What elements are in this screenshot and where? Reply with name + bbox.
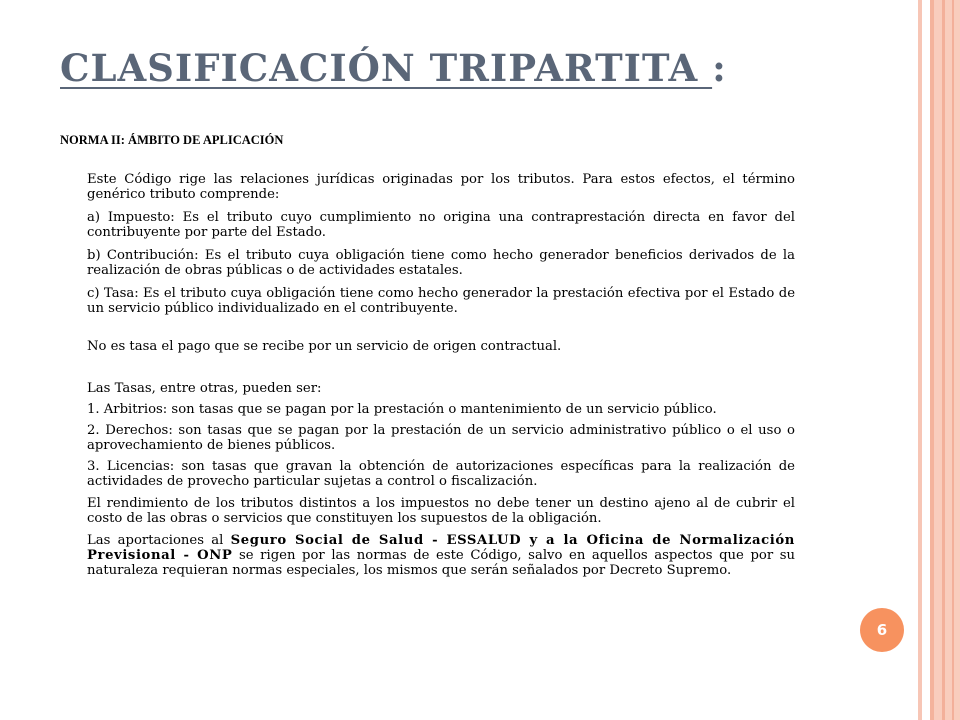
no-tasa-paragraph: No es tasa el pago que se recibe por un servicio de origen contractual. [87,339,562,354]
intro-paragraph: Este Código rige las relaciones jurídicas originadas por los tributos. Para estos efectos, el término genérico tributo comprende: [87,172,795,202]
rendimiento-paragraph: El rendimiento de los tributos distintos a los impuestos no debe tener un destino ajeno al de cubrir el costo de las obras o servicios que constituyen los supuestos de la obligación. [87,496,795,526]
slide-title-colon: : [712,46,727,90]
slide-title-text: CLASIFICACIÓN TRIPARTITA [60,46,713,90]
aportaciones-paragraph [87,533,795,578]
decor-stripe [942,0,945,720]
aportaciones-entities: Seguro Social de Salud - ESSALUD y a la Oficina de Normalización Previsional - ONP [87,533,795,563]
tasa-licencias: 3. Licencias: son tasas que gravan la obtención de autorizaciones específicas para la realización de actividades de provecho particular sujetas a control o fiscalización. [87,459,795,489]
aportaciones-pre: Las aportaciones al [87,533,231,548]
tasa-derechos: 2. Derechos: son tasas que se pagan por la prestación de un servicio administrativo público o el uso o aprovechamiento de bienes públicos. [87,423,795,453]
decor-stripe [934,0,960,720]
aportaciones-post: se rigen por las normas de este Código, salvo en aquellos aspectos que por su naturaleza requieran normas especiales, los mismos que serán señalados por Decreto Supremo. [87,548,795,578]
page-number-badge [860,608,904,652]
item-impuesto: a) Impuesto: Es el tributo cuyo cumplimiento no origina una contraprestación directa en favor del contribuyente por parte del Estado. [87,210,795,240]
section-heading: NORMA II: ÁMBITO DE APLICACIÓN [60,133,284,147]
decor-stripe [952,0,954,720]
item-tasa: c) Tasa: Es el tributo cuya obligación tiene como hecho generador la prestación efectiva por el Estado de un servicio público individualizado en el contribuyente. [87,286,795,316]
slide-title [60,46,900,90]
tasa-arbitrios: 1. Arbitrios: son tasas que se pagan por la prestación o mantenimiento de un servicio público. [87,402,717,417]
slide-body [87,172,795,578]
page-number: 6 [876,621,888,639]
decor-stripe [922,0,930,720]
item-contribucion: b) Contribución: Es el tributo cuya obligación tiene como hecho generador beneficios derivados de la realización de obras públicas o de actividades estatales. [87,248,795,278]
tasas-intro: Las Tasas, entre otras, pueden ser: [87,381,322,396]
